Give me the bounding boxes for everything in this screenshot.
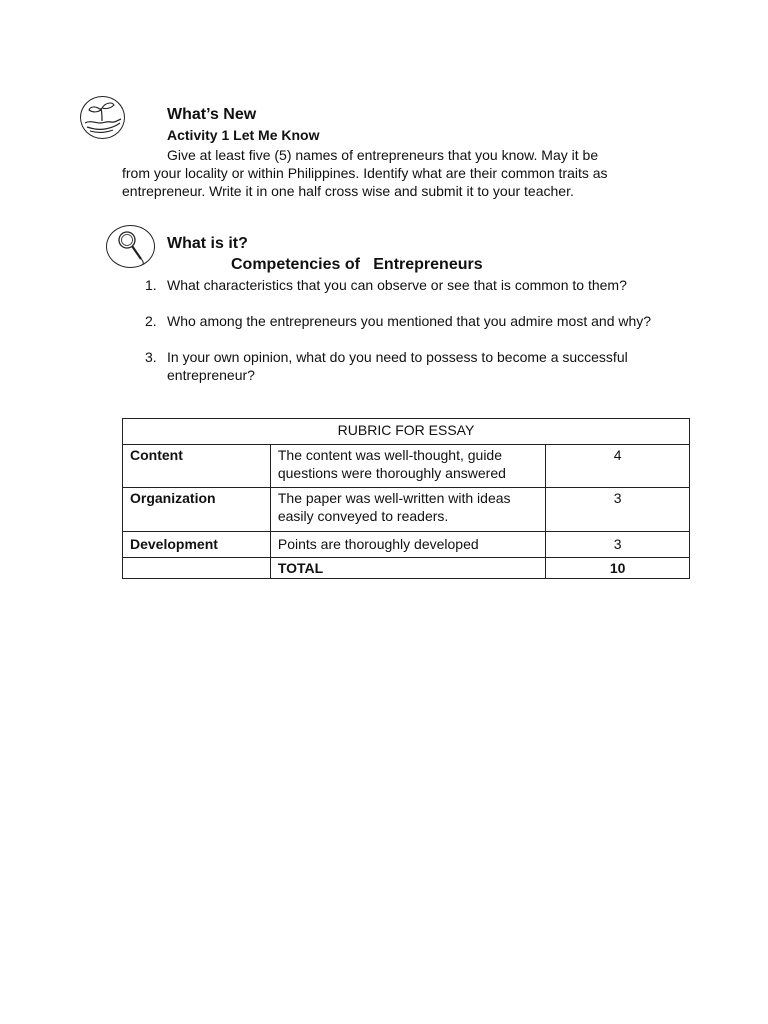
score-cell: 4: [546, 445, 690, 488]
list-item: [145, 348, 675, 384]
score-cell: 3: [546, 488, 690, 532]
question-list: [145, 276, 675, 402]
magnifying-glass-icon: [106, 225, 155, 268]
activity-instructions: [122, 146, 622, 200]
description-cell: Points are thoroughly developed: [270, 532, 545, 558]
whats-new-heading: What’s New: [167, 106, 257, 123]
empty-cell: [123, 558, 271, 579]
list-item: [145, 276, 675, 294]
competencies-subtitle: Competencies of Entrepreneurs: [231, 256, 483, 273]
criterion-cell: Organization: [123, 488, 271, 532]
rubric-table: [122, 418, 690, 579]
total-label-cell: TOTAL: [270, 558, 545, 579]
description-cell: The content was well-thought, guide questions were thoroughly answered: [270, 445, 545, 488]
question-text: What characteristics that you can observe or see that is common to them?: [167, 277, 627, 293]
list-item: [145, 312, 675, 330]
question-text: In your own opinion, what do you need to possess to become a successful entrepreneur?: [167, 349, 628, 383]
what-is-it-heading: What is it?: [167, 235, 248, 252]
table-row: [123, 445, 690, 488]
rubric-title: RUBRIC FOR ESSAY: [123, 419, 690, 445]
criterion-cell: Content: [123, 445, 271, 488]
question-text: Who among the entrepreneurs you mentioned that you admire most and why?: [167, 313, 652, 329]
question-number: 2.: [145, 313, 157, 329]
criterion-cell: Development: [123, 532, 271, 558]
total-score-cell: 10: [546, 558, 690, 579]
activity-title: Activity 1 Let Me Know: [167, 127, 320, 143]
description-cell: The paper was well-written with ideas easily conveyed to readers.: [270, 488, 545, 532]
question-number: 1.: [145, 277, 157, 293]
activity-instructions-text: Give at least five (5) names of entrepreneurs that you know. May it be from your locality or within Philippines. Identify what are their common traits as entrepreneur. Write it in one half cross wise and submit it to your teacher.: [122, 147, 608, 199]
plant-in-hand-icon: [80, 96, 125, 139]
table-row: [123, 532, 690, 558]
score-cell: 3: [546, 532, 690, 558]
table-row: [123, 419, 690, 445]
table-row: [123, 488, 690, 532]
table-row: [123, 558, 690, 579]
question-number: 3.: [145, 349, 157, 365]
